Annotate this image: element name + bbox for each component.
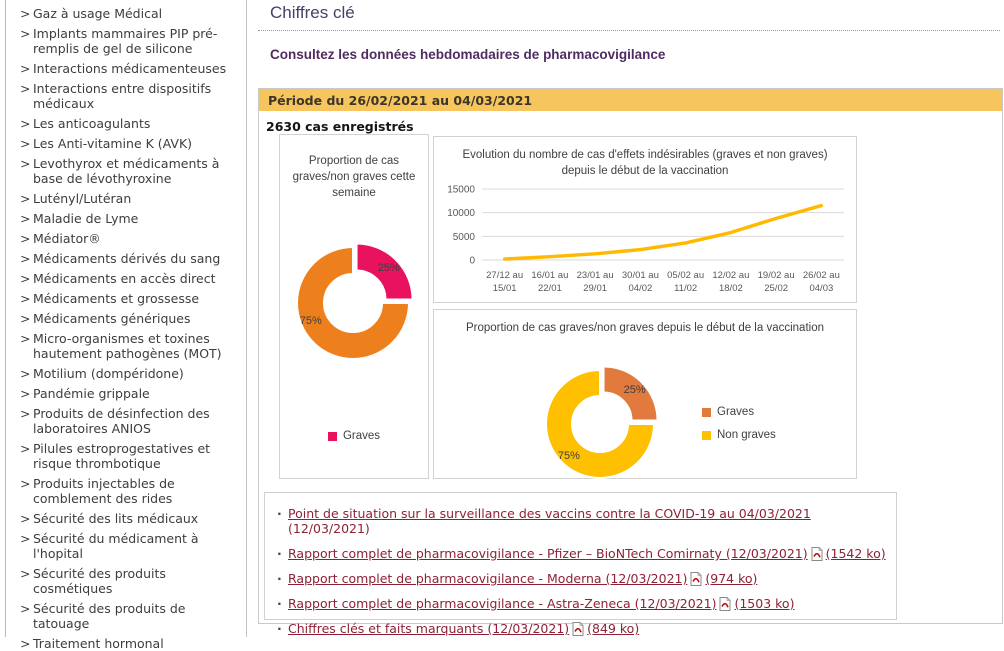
report-link-size[interactable]: (1542 ko)	[825, 546, 886, 561]
cumulative-donut-title: Proportion de cas graves/non graves depuis le début de la vaccination	[465, 322, 824, 334]
evolution-line-title: Evolution du nombre de cas d'effets indésirables (graves et non graves) depuis le début de la vaccination	[462, 149, 828, 178]
cumulative-donut-legend	[702, 406, 776, 441]
report-link-size[interactable]: (849 ko)	[587, 621, 640, 636]
x-axis-tick-label: 18/02	[718, 283, 743, 294]
sidebar-item[interactable]: > Pilules estroprogestatives et risque thrombotique	[20, 441, 242, 471]
sidebar-item[interactable]: > Implants mammaires PIP pré-remplis de gel de silicone	[20, 26, 242, 56]
x-axis-tick-label: 15/01	[492, 283, 517, 294]
sidebar-item[interactable]: > Médiator®	[20, 231, 242, 246]
legend-label: Graves	[342, 430, 381, 442]
pdf-icon	[572, 622, 584, 636]
sidebar-item[interactable]: > Les anticoagulants	[20, 116, 242, 131]
sidebar-item[interactable]: > Maladie de Lyme	[20, 211, 242, 226]
x-axis-tick-label: 04/02	[628, 283, 653, 294]
sidebar-item[interactable]: > Médicaments dérivés du sang	[20, 251, 242, 266]
period-panel	[258, 88, 1003, 636]
sidebar	[6, 0, 247, 651]
evolution-line-chart	[433, 136, 857, 303]
period-banner[interactable]	[259, 89, 1002, 111]
cases-count: 2630 cas enregistrés	[266, 119, 414, 134]
report-link-item	[277, 546, 888, 561]
report-link-item	[277, 621, 888, 636]
main-content	[248, 0, 1004, 637]
donut-data-label: 75%	[557, 449, 580, 462]
sidebar-item[interactable]: > Sécurité du médicament à l'hopital	[20, 531, 242, 561]
sidebar-item[interactable]: > Les Anti-vitamine K (AVK)	[20, 136, 242, 151]
report-link-item	[277, 596, 888, 611]
donut-data-label: 25%	[623, 384, 646, 397]
sidebar-item[interactable]: > Interactions médicamenteuses	[20, 61, 242, 76]
x-axis-tick-label: 11/02	[674, 283, 698, 294]
y-axis-tick-label: 15000	[447, 184, 475, 196]
sidebar-item[interactable]: > Pandémie grippale	[20, 386, 242, 401]
report-link[interactable]: Point de situation sur la surveillance des vaccins contre la COVID-19 au 04/03/2021	[288, 506, 811, 521]
page-title: Chiffres clé	[270, 3, 355, 22]
sidebar-item[interactable]: > Sécurité des lits médicaux	[20, 511, 242, 526]
legend-label: Graves	[717, 406, 755, 418]
x-axis-tick-label: 27/12 au	[486, 270, 524, 281]
sidebar-item[interactable]: > Motilium (dompéridone)	[20, 366, 242, 381]
reports-links-panel	[264, 492, 897, 636]
sidebar-item[interactable]: > Médicaments en accès direct	[20, 271, 242, 286]
donut-data-label: 75%	[299, 314, 322, 327]
report-link-size[interactable]: (974 ko)	[705, 571, 758, 586]
legend-swatch	[702, 408, 711, 417]
weekly-donut-plot	[280, 135, 428, 478]
donut-data-label: 25%	[377, 262, 400, 275]
legend-swatch	[328, 432, 337, 441]
x-axis-tick-label: 04/03	[809, 283, 834, 294]
report-link[interactable]: Rapport complet de pharmacovigilance - Moderna (12/03/2021)	[288, 571, 688, 586]
pdf-icon	[690, 572, 702, 586]
period-banner-label: Période du 26/02/2021 au 04/03/2021	[268, 92, 533, 108]
y-axis-tick-label: 0	[469, 255, 475, 267]
evolution-line-series	[505, 206, 822, 259]
sidebar-item[interactable]: > Levothyrox et médicaments à base de lévothyroxine	[20, 156, 242, 186]
sidebar-item[interactable]: > Médicaments génériques	[20, 311, 242, 326]
x-axis-tick-label: 26/02 au	[802, 270, 840, 281]
title-separator	[258, 30, 1000, 31]
section-title: Consultez les données hebdomadaires de pharmacovigilance	[270, 47, 666, 62]
sidebar-item[interactable]: > Produits de désinfection des laboratoires ANIOS	[20, 406, 242, 436]
legend-item	[702, 429, 776, 441]
sidebar-item[interactable]: > Interactions entre dispositifs médicaux	[20, 81, 242, 111]
sidebar-item[interactable]: > Micro-organismes et toxines hautement pathogènes (MOT)	[20, 331, 242, 361]
x-axis-tick-label: 19/02 au	[757, 270, 795, 281]
x-axis-tick-label: 05/02 au	[667, 270, 705, 281]
cumulative-donut-plot	[434, 310, 856, 478]
report-link[interactable]: Chiffres clés et faits marquants (12/03/2021)	[288, 621, 570, 636]
report-link[interactable]: Rapport complet de pharmacovigilance - Astra-Zeneca (12/03/2021)	[288, 596, 717, 611]
report-link[interactable]: Rapport complet de pharmacovigilance - Pfizer – BioNTech Comirnaty (12/03/2021)	[288, 546, 808, 561]
weekly-donut-legend	[280, 430, 428, 442]
cumulative-donut-chart	[433, 309, 857, 479]
x-axis-tick-label: 12/02 au	[712, 270, 750, 281]
legend-label: Non graves	[717, 429, 776, 441]
legend-item	[328, 430, 380, 442]
x-axis-tick-label: 29/01	[583, 283, 608, 294]
pdf-icon	[719, 597, 731, 611]
sidebar-item[interactable]: > Traitement hormonal	[20, 636, 242, 651]
report-link-size[interactable]: (1503 ko)	[734, 596, 795, 611]
report-link-item	[277, 506, 888, 536]
reports-links-list	[265, 493, 896, 636]
evolution-line-plot	[434, 181, 856, 302]
weekly-donut-chart	[279, 134, 429, 479]
sidebar-item[interactable]: > Lutényl/Lutéran	[20, 191, 242, 206]
sidebar-menu	[20, 6, 242, 651]
x-axis-tick-label: 22/01	[537, 283, 562, 294]
legend-item	[702, 406, 776, 418]
report-link-date: (12/03/2021)	[288, 521, 370, 536]
report-link-item	[277, 571, 888, 586]
y-axis-tick-label: 5000	[452, 231, 475, 243]
y-axis-tick-label: 10000	[447, 208, 475, 220]
sidebar-item[interactable]: > Sécurité des produits de tatouage	[20, 601, 242, 631]
sidebar-item[interactable]: > Médicaments et grossesse	[20, 291, 242, 306]
x-axis-tick-label: 23/01 au	[576, 270, 614, 281]
x-axis-tick-label: 16/01 au	[531, 270, 569, 281]
sidebar-item[interactable]: > Sécurité des produits cosmétiques	[20, 566, 242, 596]
x-axis-tick-label: 30/01 au	[621, 270, 659, 281]
x-axis-tick-label: 25/02	[764, 283, 789, 294]
sidebar-item[interactable]: > Gaz à usage Médical	[20, 6, 242, 21]
weekly-donut-title: Proportion de cas graves/non graves cette semaine	[292, 155, 416, 200]
sidebar-item[interactable]: > Produits injectables de comblement des rides	[20, 476, 242, 506]
legend-swatch	[702, 431, 711, 440]
pdf-icon	[811, 547, 823, 561]
